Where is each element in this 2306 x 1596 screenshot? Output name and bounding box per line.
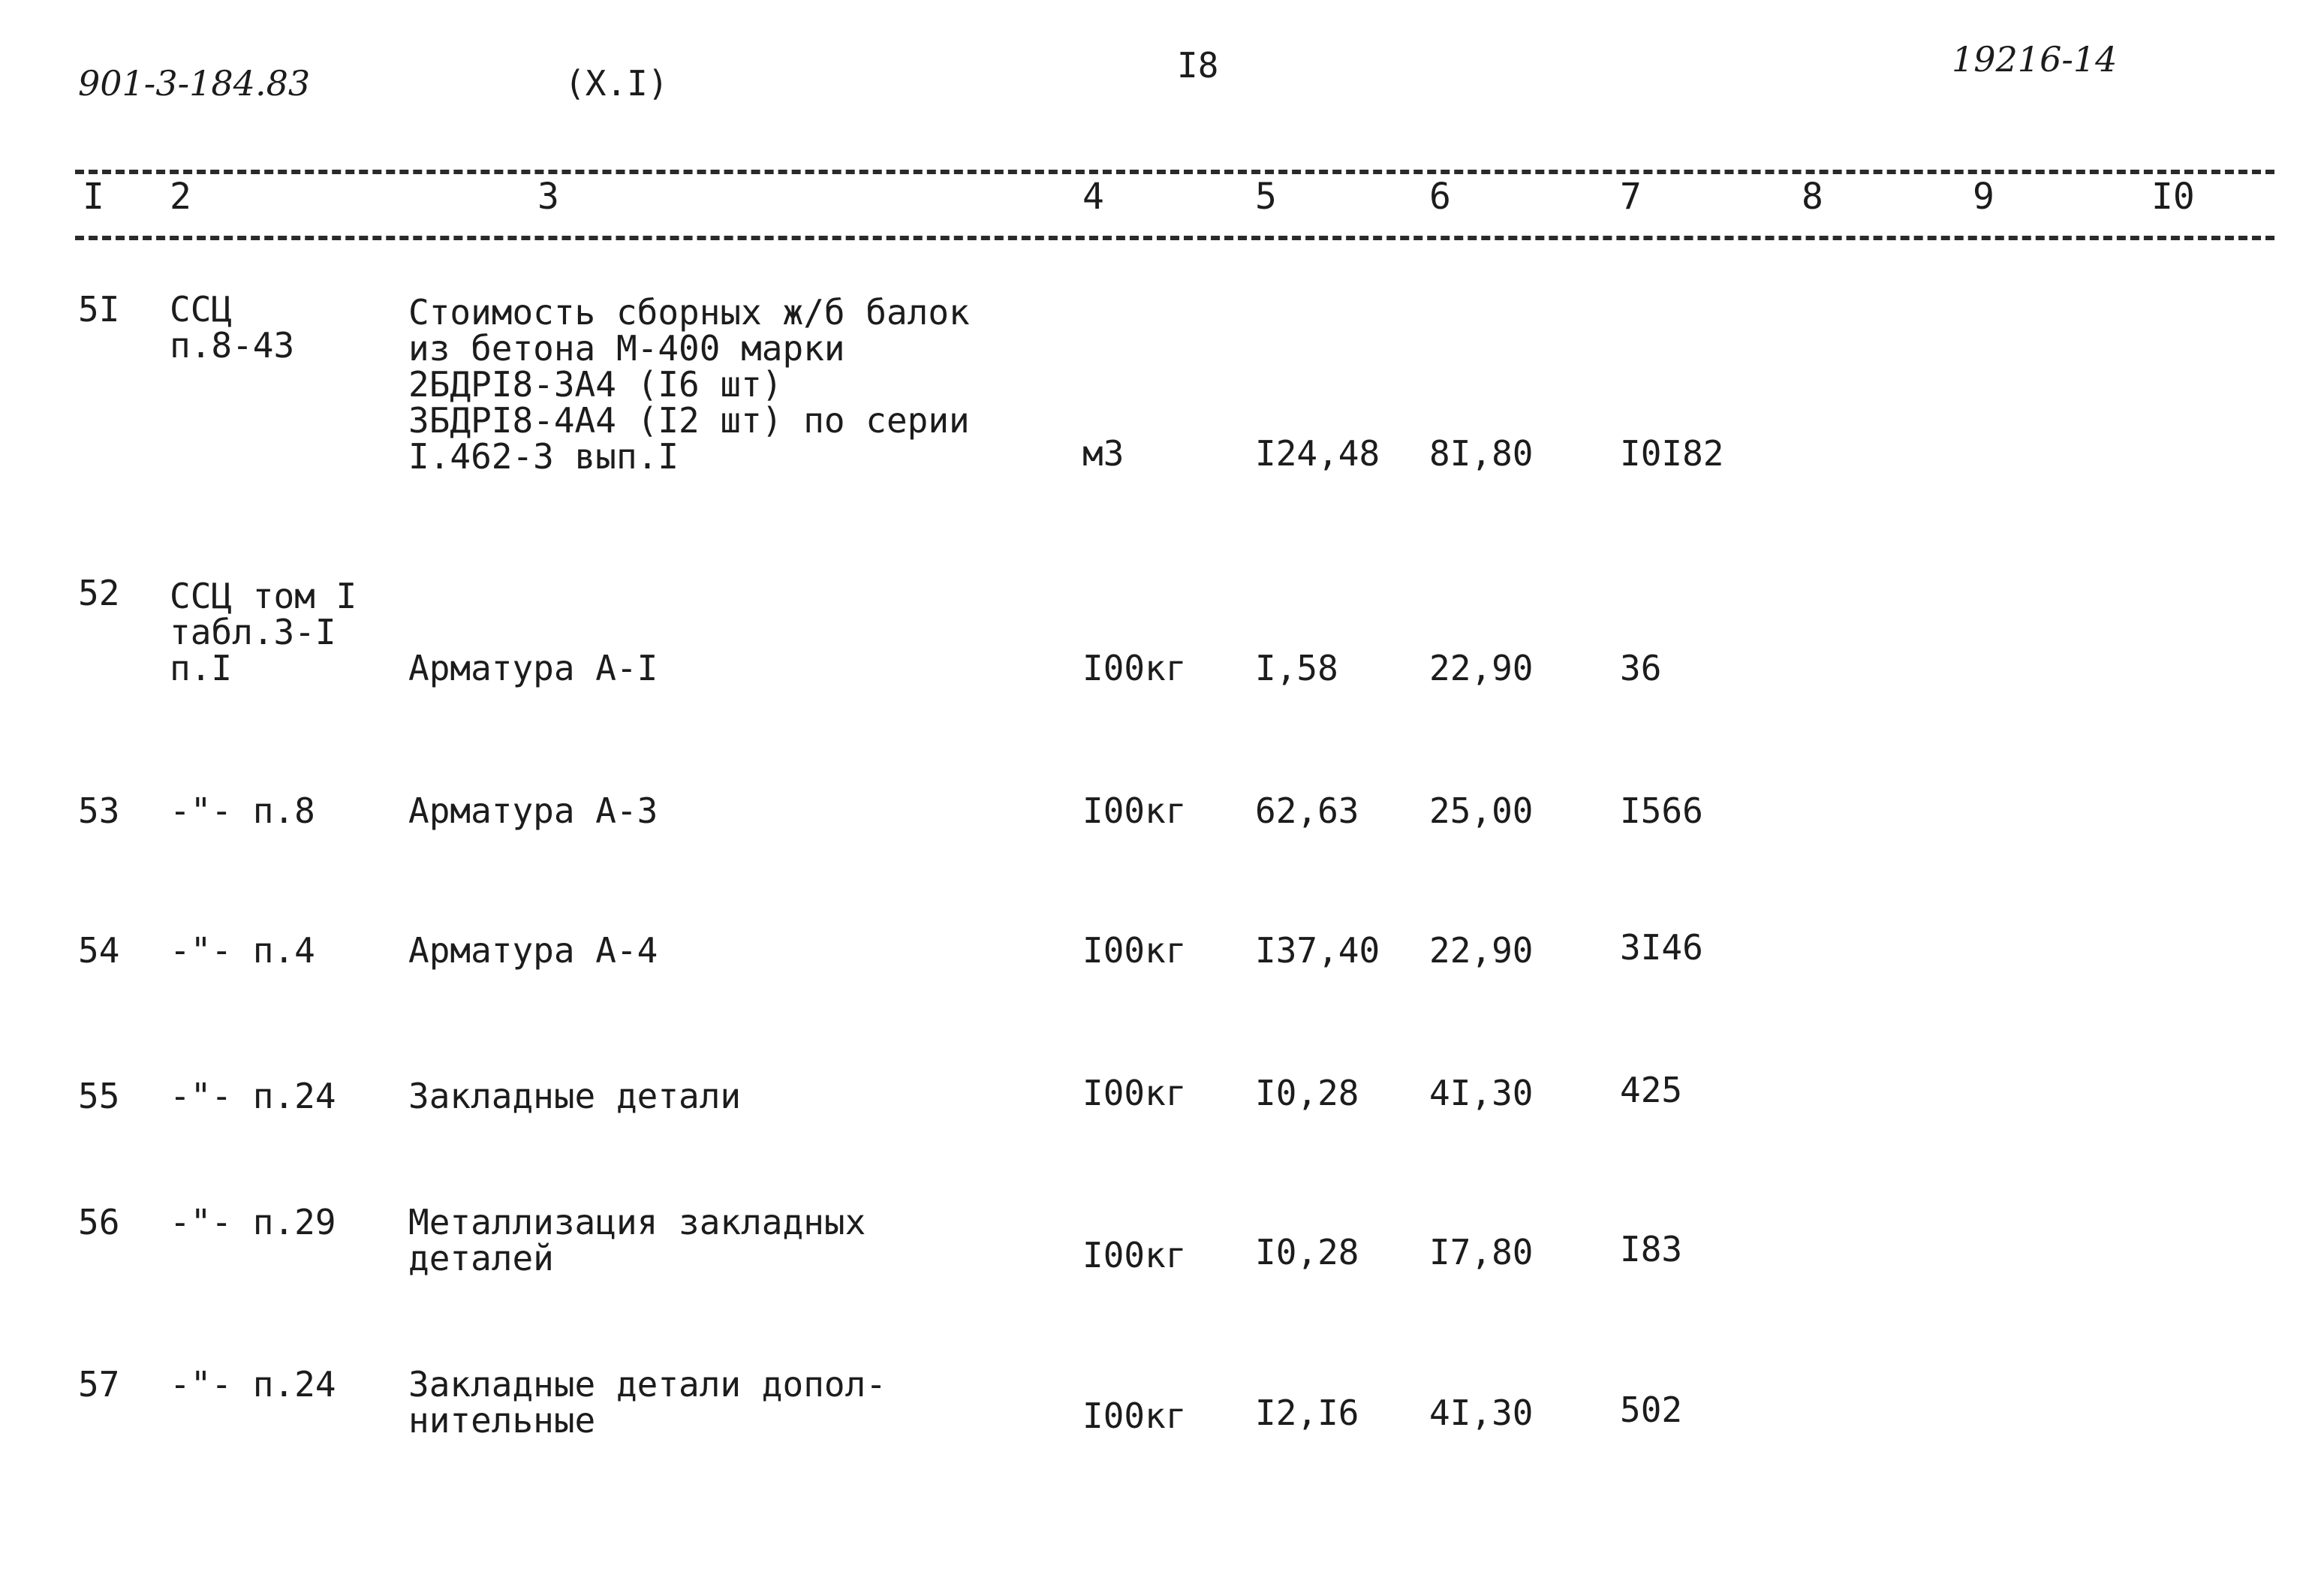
row-unit-price: 22,90 (1429, 930, 1534, 971)
row-quantity: I2,I6 (1255, 1393, 1359, 1433)
row-total: I83 (1620, 1229, 1683, 1269)
header-rule-bottom (75, 236, 2274, 240)
row-quantity: I0,28 (1255, 1073, 1359, 1113)
row-number: 56 (78, 1202, 120, 1242)
column-number: 2 (170, 176, 191, 218)
row-quantity: 62,63 (1255, 790, 1359, 831)
column-number: 6 (1429, 176, 1451, 218)
row-total: 425 (1620, 1070, 1683, 1110)
row-reference (170, 1364, 336, 1405)
description-line: Стоимость сборных ж/б балок (408, 292, 970, 333)
row-unit: I00кг (1082, 1073, 1187, 1113)
column-number: 8 (1802, 176, 1823, 218)
row-quantity: I0,28 (1255, 1232, 1359, 1272)
reference-line: -"- п.4 (170, 930, 315, 971)
row-description (408, 930, 658, 971)
row-unit: I00кг (1082, 790, 1187, 831)
row-reference (170, 930, 315, 971)
row-total: I566 (1620, 790, 1703, 831)
row-reference (170, 578, 357, 686)
description-line: 2БДРI8-3А4 (I6 шт) (408, 364, 783, 405)
description-line: Арматура А-3 (408, 790, 658, 831)
reference-line: табл.3-I (170, 612, 336, 652)
reference-line: п.I (170, 648, 233, 688)
row-unit: I00кг (1082, 930, 1187, 971)
row-description (408, 1204, 866, 1276)
description-line: нительные (408, 1400, 596, 1441)
row-total: 502 (1620, 1390, 1683, 1430)
row-quantity: I,58 (1255, 648, 1338, 688)
row-total: 36 (1620, 648, 1662, 688)
row-description (408, 1078, 741, 1114)
row-number: 5I (78, 289, 120, 330)
description-line: деталей (408, 1238, 554, 1278)
row-reference (170, 790, 315, 831)
row-quantity: I37,40 (1255, 930, 1380, 971)
description-line: Арматура А-I (408, 648, 658, 688)
row-number: 54 (78, 930, 120, 971)
reference-line: п.8-43 (170, 325, 295, 366)
column-number: 9 (1973, 176, 1994, 218)
column-number: 7 (1620, 176, 1642, 218)
row-description (408, 650, 658, 686)
reference-line: -"- п.8 (170, 790, 315, 831)
row-unit-price: 4I,30 (1429, 1393, 1534, 1433)
row-unit: I00кг (1082, 1235, 1187, 1275)
document-code: 901-3-184.83 (78, 63, 311, 104)
column-number: 3 (537, 176, 559, 218)
reference-line: -"- п.24 (170, 1076, 336, 1116)
description-line: I.462-3 вып.I (408, 436, 679, 477)
row-description (408, 1364, 887, 1441)
header-rule-top (75, 170, 2274, 174)
description-line: Закладные детали допол- (408, 1364, 887, 1405)
row-number: 57 (78, 1364, 120, 1405)
row-number: 53 (78, 790, 120, 831)
description-line: Металлизация закладных (408, 1202, 866, 1242)
reference-line: -"- п.24 (170, 1364, 336, 1405)
column-number: 4 (1082, 176, 1104, 218)
description-line: 3БДРI8-4А4 (I2 шт) по серии (408, 400, 970, 441)
reference-line: -"- п.29 (170, 1202, 336, 1242)
column-number: I (83, 176, 104, 218)
row-reference (170, 1078, 336, 1114)
description-line: Закладные детали (408, 1076, 742, 1116)
row-reference (170, 289, 295, 366)
inventory-number: 19216-14 (1952, 39, 2118, 80)
reference-line: ССЦ (170, 289, 233, 330)
row-unit: м3 (1082, 433, 1124, 474)
row-reference (170, 1204, 336, 1240)
description-line: Арматура А-4 (408, 930, 658, 971)
row-unit: I00кг (1082, 1396, 1187, 1436)
reference-line: ССЦ том I (170, 576, 357, 616)
row-quantity: I24,48 (1255, 433, 1380, 474)
row-unit-price: 22,90 (1429, 648, 1534, 688)
row-description (408, 790, 658, 831)
page-number: I8 (1177, 45, 1219, 86)
row-unit-price: I7,80 (1429, 1232, 1534, 1272)
column-number: I0 (2151, 176, 2195, 218)
row-unit-price: 8I,80 (1429, 433, 1534, 474)
section-label: (X.I) (564, 63, 669, 104)
row-total: 3I46 (1620, 927, 1703, 968)
description-line: из бетона М-400 марки (408, 328, 845, 369)
row-total: I0I82 (1620, 433, 1724, 474)
row-description (408, 292, 970, 477)
row-unit-price: 4I,30 (1429, 1073, 1534, 1113)
row-number: 55 (78, 1076, 120, 1116)
row-unit: I00кг (1082, 648, 1187, 688)
row-number: 52 (78, 573, 120, 613)
column-number: 5 (1255, 176, 1277, 218)
row-unit-price: 25,00 (1429, 790, 1534, 831)
